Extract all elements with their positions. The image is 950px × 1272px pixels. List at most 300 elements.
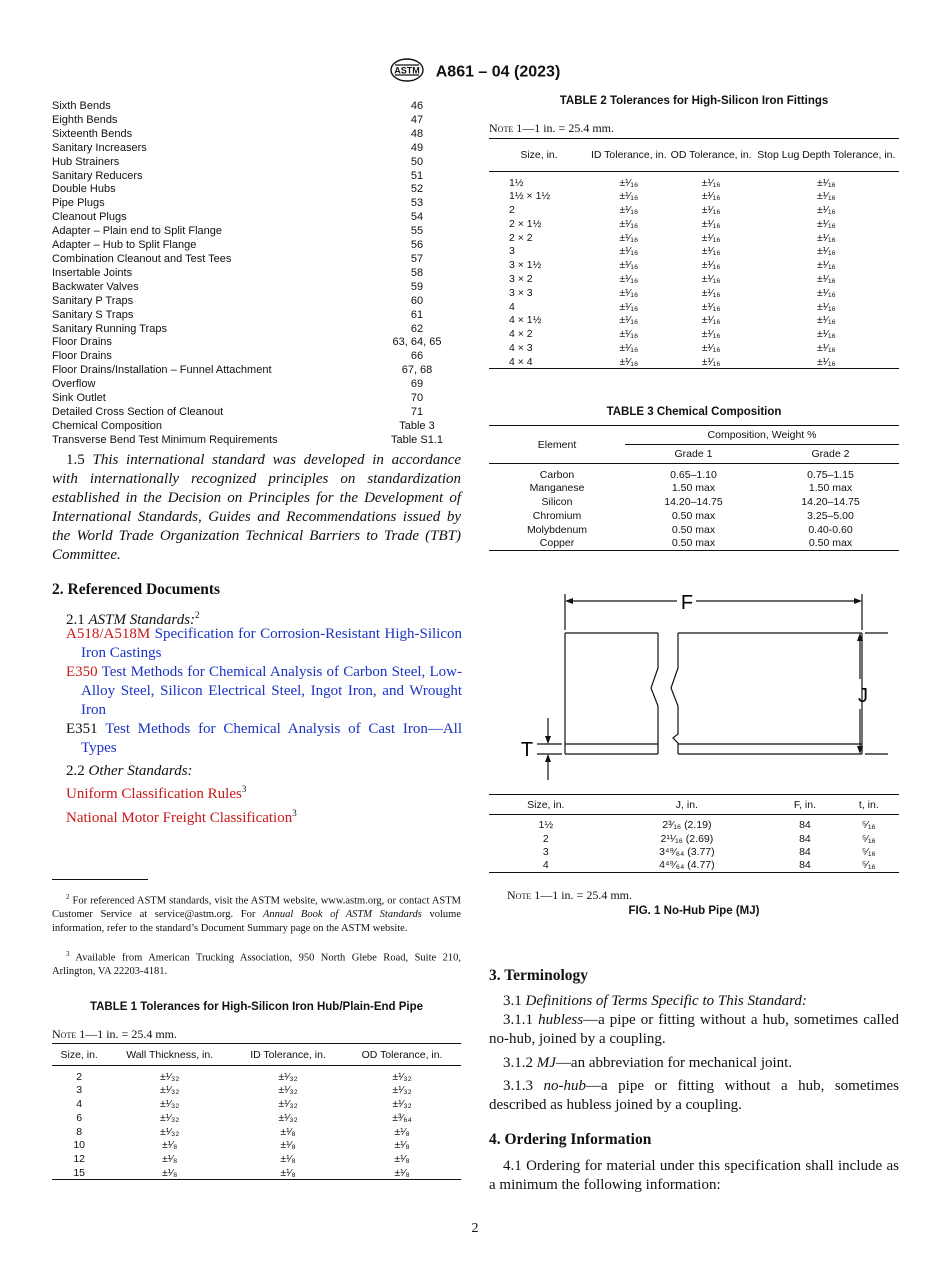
table-row	[489, 172, 899, 190]
header-element: Element	[489, 426, 625, 464]
term: hubless	[538, 1012, 584, 1028]
section-1-5	[52, 451, 461, 565]
table-row	[489, 832, 899, 845]
table-cell: ⁵⁄₁₆	[861, 832, 876, 845]
table-cell: ±¹⁄₃₂	[159, 1070, 180, 1083]
table-row	[489, 355, 899, 369]
section-label: ASTM Standards:	[88, 612, 196, 628]
table-cell: ±¹⁄₈	[161, 1139, 178, 1152]
table-cell: 3.25–5.00	[807, 509, 854, 522]
table-cell: ±¹⁄₃₂	[392, 1070, 412, 1083]
table-cell: ±¹⁄₁₆	[816, 328, 836, 341]
table-row	[52, 1138, 461, 1152]
column-header: Stop Lug Depth Tolerance, in.	[757, 149, 896, 161]
break-line-right	[671, 633, 678, 754]
note-label: Note 1	[52, 1027, 86, 1041]
figure-list-label: Pipe Plugs	[52, 197, 105, 210]
figure-list-label: Sanitary Increasers	[52, 141, 147, 154]
figure-list-label: Insertable Joints	[52, 266, 133, 279]
footnote-text: Available from American Trucking Association, 950 North Glebe Road, Suite 210, Arlington, VA 22203-4181.	[52, 952, 462, 977]
footnote-ref: 3	[241, 784, 247, 794]
table-cell: ±¹⁄₁₆	[701, 300, 721, 313]
figure-list-row	[52, 378, 462, 392]
header-grade-2: Grade 2	[811, 448, 850, 460]
table-cell: ±¹⁄₁₆	[701, 176, 721, 189]
column-header: OD Tolerance, in.	[670, 149, 752, 161]
svg-text:ASTM: ASTM	[393, 65, 420, 76]
section-number: 3.1.2	[503, 1055, 533, 1071]
table-cell: ±¹⁄₁₆	[701, 259, 721, 272]
column-header: ID Tolerance, in.	[590, 149, 667, 161]
figure-list-row	[52, 267, 462, 281]
table-cell: ±¹⁄₁₆	[619, 355, 639, 368]
table-cell: 14.20–14.75	[801, 495, 860, 508]
figure-list-value: 47	[410, 113, 424, 126]
table-cell: ±¹⁄₁₆	[816, 272, 836, 285]
table-cell: ±¹⁄₈	[394, 1125, 410, 1138]
table-cell: ±¹⁄₁₆	[619, 300, 639, 313]
table-cell: ⁵⁄₁₆	[861, 819, 876, 832]
section-number: 3.1.1	[503, 1012, 533, 1028]
note-label: Note 1	[507, 888, 541, 902]
table-cell: ±¹⁄₁₆	[619, 203, 639, 216]
figure-list-value: 62	[410, 322, 424, 335]
reference-item	[66, 720, 462, 758]
table-3	[489, 425, 899, 551]
footnote-italic: Annual Book of ASTM Standards	[262, 909, 422, 920]
figure-list-label: Sink Outlet	[52, 392, 106, 405]
reference-title[interactable]: Test Methods for Chemical Analysis of Cast Iron—All Types	[81, 721, 462, 756]
figure-list-value: 66	[410, 350, 424, 363]
table-cell: ±¹⁄₁₆	[816, 217, 836, 230]
t-arrow-top	[545, 736, 551, 744]
table-cell: ±¹⁄₃₂	[392, 1084, 412, 1097]
table-row	[489, 509, 899, 523]
table-cell: 3	[76, 1084, 83, 1097]
table-row	[489, 300, 899, 314]
other-references	[66, 780, 462, 828]
table-cell: 2	[542, 832, 549, 845]
table-cell: 2 × 2	[509, 231, 533, 244]
table-cell: ±¹⁄₁₆	[619, 341, 639, 354]
header-grade-1: Grade 1	[674, 448, 713, 460]
other-reference-title[interactable]: National Motor Freight Classification	[66, 810, 293, 826]
table-cell: 3⁴⁹⁄₆₄ (3.77)	[659, 845, 715, 858]
table-cell: 4 × 3	[509, 341, 533, 354]
table-1-note	[52, 1027, 177, 1042]
figure-list-row	[52, 350, 462, 364]
column-header: Wall Thickness, in.	[126, 1048, 214, 1061]
column-header: t, in.	[858, 798, 879, 811]
footnote-2	[52, 891, 461, 935]
table-cell: 84	[799, 819, 811, 832]
table-cell: ±¹⁄₁₆	[701, 231, 721, 244]
figure-list-value: 61	[410, 308, 424, 321]
table-cell: ±¹⁄₈	[280, 1125, 296, 1138]
figure-1-note	[507, 888, 632, 903]
table-cell: ±¹⁄₈	[280, 1139, 296, 1152]
figure-list-value: Table S1.1	[391, 433, 443, 446]
table-cell: 8	[76, 1125, 83, 1138]
figure-list-value: Table 3	[399, 419, 435, 432]
table-row	[489, 815, 899, 832]
table-row	[489, 536, 899, 550]
table-cell: 1½	[509, 176, 524, 189]
section-4-heading: 4. Ordering Information	[489, 1131, 652, 1148]
table-cell: ±¹⁄₁₆	[701, 245, 721, 258]
figure-list-row	[52, 364, 462, 378]
figure-list-row	[52, 253, 462, 267]
table-cell: 2	[509, 203, 515, 216]
term: MJ	[536, 1055, 556, 1071]
figure-list-value: 70	[410, 392, 424, 405]
f-arrow-left	[565, 598, 573, 604]
j-label: J	[858, 685, 868, 707]
table-cell: ±¹⁄₃₂	[159, 1097, 180, 1110]
figure-list-row	[52, 128, 462, 142]
figure-list-label: Adapter – Plain end to Split Flange	[52, 225, 223, 238]
section-text: This international standard was developed in accordance with internationally recognized principles on standardization established in the Decision on Principles for the Development of International Standards, Guides and Recommendations issued by the World Trade Organization Technical Barriers to Trade (TBT) Committee.	[52, 452, 462, 563]
section-label: Other Standards:	[88, 763, 193, 779]
figure-list-value: 51	[410, 169, 424, 182]
table-cell: ±¹⁄₁₆	[816, 245, 836, 258]
table-3-title: TABLE 3 Chemical Composition	[606, 406, 782, 418]
table-cell: Carbon	[539, 468, 575, 481]
definition: —an abbreviation for mechanical joint.	[555, 1055, 793, 1071]
section-4-1	[489, 1157, 899, 1195]
figure-list-label: Sixth Bends	[52, 100, 111, 112]
figure-list-value: 60	[410, 294, 424, 307]
figure-list-label: Floor Drains/Installation – Funnel Attachment	[52, 364, 272, 377]
table-cell: ±¹⁄₁₆	[816, 231, 836, 244]
column-header: OD Tolerance, in.	[361, 1048, 443, 1061]
table-cell: ±¹⁄₁₆	[701, 272, 721, 285]
figure-1-caption: FIG. 1 No-Hub Pipe (MJ)	[628, 905, 760, 917]
table-cell: ±¹⁄₁₆	[816, 300, 836, 313]
column-header: J, in.	[675, 798, 698, 811]
figure-list-row	[52, 156, 462, 170]
table-row	[489, 189, 899, 203]
figure-list-label: Floor Drains	[52, 336, 112, 349]
page-header	[0, 58, 950, 87]
section-text: Ordering for material under this specification shall include as a minimum the following information:	[489, 1158, 899, 1193]
figure-list-label: Transverse Bend Test Minimum Requirements	[52, 433, 278, 446]
table-row	[52, 1152, 461, 1166]
table-row	[489, 286, 899, 300]
table-row	[52, 1111, 461, 1125]
figure-list-label: Floor Drains	[52, 350, 112, 363]
section-3-1-2	[503, 1054, 899, 1073]
table-cell: ±¹⁄₁₆	[816, 259, 836, 272]
figure-list-value: 53	[410, 197, 424, 210]
astm-logo-icon	[390, 58, 424, 87]
table-cell: ±¹⁄₁₆	[619, 286, 639, 299]
figure-list-row	[52, 406, 462, 420]
figure-list-label: Detailed Cross Section of Cleanout	[52, 405, 224, 418]
figure-list-label: Sanitary Running Traps	[52, 322, 167, 335]
footnote-divider	[52, 879, 148, 880]
figure-list-label: Sixteenth Bends	[52, 127, 133, 140]
footnote-text-end: volume information, refer to the standard’s Document Summary page on the ASTM website.	[52, 909, 461, 934]
table-cell: ±¹⁄₈	[394, 1139, 410, 1152]
table-row	[489, 217, 899, 231]
figure-list-value: 63, 64, 65	[392, 336, 442, 349]
page-number: 2	[471, 1221, 479, 1236]
section-number: 2.2	[66, 763, 85, 779]
f-label: F	[680, 592, 694, 614]
table-cell: ±¹⁄₁₆	[619, 217, 639, 230]
table-cell: 1½ × 1½	[509, 190, 551, 203]
table-cell: 0.50 max	[671, 537, 716, 550]
figure-list-value: 71	[410, 405, 424, 418]
figure-list-value: 48	[410, 127, 424, 140]
reference-code[interactable]: E351	[66, 721, 98, 737]
term: no-hub	[543, 1078, 586, 1094]
table-cell: ±¹⁄₁₆	[816, 355, 836, 368]
figure-list-value: 52	[410, 183, 424, 196]
table-cell: 2 × 1½	[509, 217, 542, 230]
section-number: 3.1	[503, 993, 522, 1009]
table-cell: ±¹⁄₈	[161, 1153, 178, 1166]
figure-list-label: Eighth Bends	[52, 113, 118, 126]
table-cell: 84	[799, 845, 811, 858]
section-2-2	[66, 762, 462, 781]
footnote-ref: 3	[292, 808, 297, 818]
section-2-heading: 2. Referenced Documents	[52, 581, 221, 598]
table-cell: 3	[509, 245, 515, 258]
other-reference-item	[66, 804, 462, 828]
table-cell: ±¹⁄₁₆	[619, 314, 639, 327]
figure-list-label: Adapter – Hub to Split Flange	[52, 239, 197, 252]
table-row	[489, 464, 899, 482]
table-cell: 2	[76, 1070, 83, 1083]
other-reference-title[interactable]: Uniform Classification Rules	[66, 786, 242, 802]
table-cell: ±¹⁄₈	[161, 1166, 178, 1179]
t-label: T	[520, 739, 534, 761]
figure-list-value: 57	[410, 252, 424, 265]
figure-list-row	[52, 336, 462, 350]
footnote-text: For referenced ASTM standards, visit the ASTM website, www.astm.org, or contact ASTM Customer Service at service@astm.org. For	[52, 895, 461, 920]
reference-item	[66, 625, 462, 663]
table-cell: ±¹⁄₁₆	[701, 314, 721, 327]
table-cell: ±¹⁄₁₆	[619, 245, 639, 258]
table-cell: 3 × 3	[509, 286, 533, 299]
table-2-title: TABLE 2 Tolerances for High-Silicon Iron Fittings	[559, 95, 829, 107]
reference-title[interactable]: Test Methods for Chemical Analysis of Carbon Steel, Low-Alloy Steel, Silicon Electrical Steel, Ingot Iron, and Wrought Iron	[81, 664, 462, 718]
table-cell: 4 × 4	[509, 355, 533, 368]
figure-list-label: Double Hubs	[52, 183, 116, 196]
table-row	[489, 258, 899, 272]
table-cell: ±¹⁄₁₆	[619, 328, 639, 341]
note-text: —1 in. = 25.4 mm.	[522, 121, 614, 135]
figure-1-drawing	[510, 588, 890, 788]
table-cell: Manganese	[529, 482, 585, 495]
table-cell: ±¹⁄₈	[394, 1153, 410, 1166]
table-row	[489, 327, 899, 341]
table-row	[52, 1125, 461, 1139]
table-cell: ±¹⁄₃₂	[278, 1070, 298, 1083]
table-cell: Copper	[539, 537, 575, 550]
table-row	[489, 203, 899, 217]
figure-1-table	[489, 794, 899, 873]
figure-list-value: 54	[410, 211, 424, 224]
table-row	[489, 495, 899, 509]
table-row	[489, 859, 899, 872]
table-row	[52, 1166, 461, 1180]
note-text: —1 in. = 25.4 mm.	[85, 1027, 177, 1041]
document-designation: A861 – 04 (2023)	[435, 63, 561, 81]
figure-list-value: 67, 68	[401, 364, 433, 377]
figure-list-label: Sanitary P Traps	[52, 294, 134, 307]
column-header: F, in.	[793, 798, 817, 811]
section-number: 3.1.3	[503, 1078, 533, 1094]
table-cell: ±¹⁄₃₂	[159, 1084, 180, 1097]
table-cell: ±¹⁄₁₆	[701, 217, 721, 230]
table-cell: 2¹¹⁄₁₆ (2.69)	[660, 832, 714, 845]
table-2-note	[489, 121, 614, 136]
table-cell: ±¹⁄₁₆	[816, 176, 836, 189]
table-cell: 15	[73, 1166, 86, 1179]
table-row	[489, 523, 899, 537]
table-cell: 84	[799, 859, 811, 872]
section-3-1-1	[489, 1011, 899, 1049]
table-cell: 0.50 max	[671, 509, 716, 522]
table-cell: 0.40-0.60	[808, 523, 853, 536]
figure-list-value: 58	[410, 266, 424, 279]
table-cell: ⁵⁄₁₆	[861, 845, 876, 858]
figure-list-row	[52, 392, 462, 406]
table-cell: 3 × 2	[509, 272, 533, 285]
figure-list-label: Cleanout Plugs	[52, 211, 127, 224]
figure-list-value: 50	[410, 155, 424, 168]
reference-item	[66, 663, 462, 720]
reference-code[interactable]: E350	[66, 664, 98, 680]
footnote-mark: 3	[66, 950, 70, 958]
figure-list-row	[52, 197, 462, 211]
table-row	[489, 845, 899, 858]
figure-list-label: Overflow	[52, 378, 96, 391]
table-cell: ±¹⁄₃₂	[392, 1097, 412, 1110]
table-cell: 10	[73, 1139, 86, 1152]
table-cell: Molybdenum	[526, 523, 588, 536]
table-row	[52, 1083, 461, 1097]
footnote-3	[52, 948, 461, 979]
table-cell: 4⁴⁹⁄₆₄ (4.77)	[659, 859, 715, 872]
figure-list-row	[52, 170, 462, 184]
figure-list-row	[52, 100, 462, 114]
section-number: 4.1	[503, 1158, 522, 1174]
table-cell: ±¹⁄₁₆	[816, 314, 836, 327]
table-cell: ⁵⁄₁₆	[861, 859, 876, 872]
figure-list-label: Chemical Composition	[52, 419, 163, 432]
footnote-mark: 2	[66, 893, 70, 901]
table-cell: ±¹⁄₁₆	[816, 341, 836, 354]
table-cell: ±¹⁄₁₆	[701, 203, 721, 216]
f-arrow-right	[854, 598, 862, 604]
figure-list-row	[52, 211, 462, 225]
note-text: —1 in. = 25.4 mm.	[540, 888, 632, 902]
figure-list-label: Combination Cleanout and Test Tees	[52, 252, 232, 265]
table-row	[489, 313, 899, 327]
figure-list-row	[52, 281, 462, 295]
section-3-1-3	[489, 1077, 899, 1115]
figure-list-value: 56	[410, 239, 424, 252]
table-cell: 0.50 max	[671, 523, 716, 536]
table-cell: 0.65–1.10	[670, 468, 717, 481]
table-cell: ±³⁄₆₄	[392, 1111, 412, 1124]
section-label: Definitions of Terms Specific to This Standard:	[525, 993, 807, 1009]
section-number: 1.5	[66, 452, 85, 468]
table-cell: ±¹⁄₁₆	[816, 286, 836, 299]
note-label: Note 1	[489, 121, 523, 135]
table-cell: 12	[73, 1153, 86, 1166]
figure-list-row	[52, 183, 462, 197]
figure-list-row	[52, 239, 462, 253]
table-cell: 4 × 1½	[509, 314, 542, 327]
table-row	[52, 1097, 461, 1111]
table-cell: 4	[509, 300, 515, 313]
table-cell: Silicon	[541, 495, 573, 508]
table-row	[489, 244, 899, 258]
figure-list-row	[52, 114, 462, 128]
table-cell: ±¹⁄₁₆	[816, 203, 836, 216]
table-cell: ±¹⁄₁₆	[619, 176, 639, 189]
figure-list-label: Hub Strainers	[52, 155, 120, 168]
table-cell: ±¹⁄₁₆	[619, 259, 639, 272]
figure-list-value: 55	[410, 225, 424, 238]
reference-code[interactable]: A518/A518M	[66, 626, 151, 642]
figure-list-row	[52, 309, 462, 323]
table-cell: Chromium	[532, 509, 582, 522]
column-header: Size, in.	[527, 798, 565, 811]
definition: —a pipe or fitting without a hub, sometimes called no-hub, joined by a coupling.	[489, 1012, 900, 1047]
table-cell: 0.50 max	[808, 537, 853, 550]
table-row	[489, 272, 899, 286]
table-cell: ±¹⁄₁₆	[619, 272, 639, 285]
figure-list	[52, 100, 462, 448]
table-cell: 4	[76, 1097, 83, 1110]
t-arrow-bottom	[545, 754, 551, 762]
definition: —a pipe or fitting without a hub, sometimes described as hubless joined by a coupling.	[489, 1078, 900, 1113]
table-1-title: TABLE 1 Tolerances for High-Silicon Iron Hub/Plain-End Pipe	[89, 1001, 424, 1013]
table-cell: ±¹⁄₃₂	[159, 1111, 180, 1124]
section-3-1	[503, 992, 899, 1011]
table-cell: ±¹⁄₃₂	[159, 1125, 180, 1138]
table-cell: 4	[542, 859, 549, 872]
column-header: Size, in.	[60, 1048, 98, 1061]
header-composition: Composition, Weight %	[625, 426, 899, 445]
figure-list-row	[52, 295, 462, 309]
table-row	[489, 231, 899, 245]
break-line-left	[651, 633, 658, 754]
figure-list-row	[52, 142, 462, 156]
column-header: ID Tolerance, in.	[250, 1048, 326, 1061]
reference-title[interactable]: Specification for Corrosion-Resistant High-Silicon Iron Castings	[81, 626, 463, 661]
table-cell: 1.50 max	[671, 482, 716, 495]
table-cell: 2³⁄₁₆ (2.19)	[662, 819, 712, 832]
astm-references	[66, 625, 462, 758]
figure-list-row	[52, 420, 462, 434]
table-cell: ±¹⁄₈	[394, 1166, 410, 1179]
footnote-ref: 2	[195, 610, 200, 620]
table-cell: 14.20–14.75	[664, 495, 723, 508]
table-cell: 4 × 2	[509, 328, 533, 341]
table-cell: 6	[76, 1111, 83, 1124]
table-cell: 3	[542, 845, 549, 858]
table-2	[489, 138, 899, 369]
table-cell: ±¹⁄₁₆	[701, 190, 721, 203]
table-cell: ±¹⁄₁₆	[701, 286, 721, 299]
